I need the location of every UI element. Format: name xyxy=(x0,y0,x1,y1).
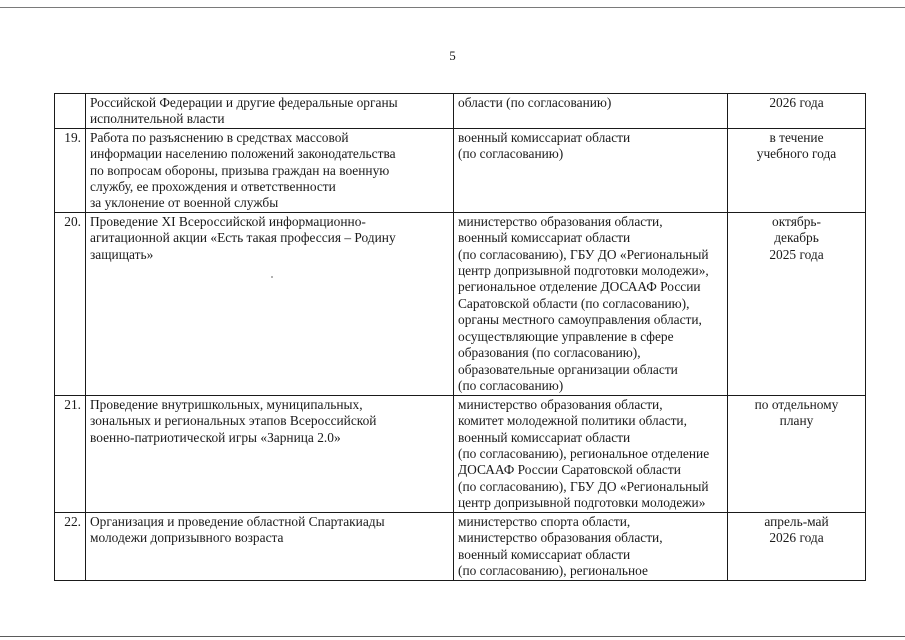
executors: министерство спорта области, министерство образования области, военный комиссариат области (по согласованию), региональное xyxy=(454,512,728,580)
event-description: Российской Федерации и другие федеральные органы исполнительной власти xyxy=(86,94,454,129)
deadline: по отдельному плану xyxy=(728,395,866,512)
event-description: Работа по разъяснению в средствах массовой информации населению положений законодательства по вопросам обороны, призыва граждан на военную службу, ее прохождения и ответственности за уклонение от военной службы xyxy=(86,128,454,212)
table-row xyxy=(55,212,866,395)
event-description: Проведение внутришкольных, муниципальных, зональных и региональных этапов Всероссийской военно-патриотической игры «Зарница 2.0» xyxy=(86,395,454,512)
page-number: 5 xyxy=(449,48,456,63)
bottom-scan-edge xyxy=(0,636,905,637)
executors: области (по согласованию) xyxy=(454,94,728,129)
deadline: апрель-май 2026 года xyxy=(728,512,866,580)
event-description: Проведение XI Всероссийской информационно- агитационной акции «Есть такая профессия – Родину защищать» xyxy=(86,212,454,395)
deadline: 2026 года xyxy=(728,94,866,129)
top-scan-edge xyxy=(0,7,905,8)
table-row xyxy=(55,512,866,580)
table-row xyxy=(55,395,866,512)
deadline: октябрь- декабрь 2025 года xyxy=(728,212,866,395)
row-number xyxy=(55,94,86,129)
row-number: 21. xyxy=(55,395,86,512)
event-plan-table xyxy=(54,93,866,581)
executors: министерство образования области, комитет молодежной политики области, военный комиссариат области (по согласованию), региональное отделение ДОСААФ России Саратовской области (по согласованию), ГБУ ДО «Региональный центр допризывной подготовки молодежи» xyxy=(454,395,728,512)
deadline: в течение учебного года xyxy=(728,128,866,212)
row-number: 19. xyxy=(55,128,86,212)
row-number: 20. xyxy=(55,212,86,395)
row-number: 22. xyxy=(55,512,86,580)
event-description: Организация и проведение областной Спартакиады молодежи допризывного возраста xyxy=(86,512,454,580)
scan-speck xyxy=(271,276,273,278)
executors: министерство образования области, военный комиссариат области (по согласованию), ГБУ ДО «Региональный центр допризывной подготовки молодежи», региональное отделение ДОСААФ России Саратовской области (по согласованию), органы местного самоуправления области, осуществляющие управление в сфере образования (по согласованию), образовательные организации области (по согласованию) xyxy=(454,212,728,395)
table-row xyxy=(55,128,866,212)
executors: военный комиссариат области (по согласованию) xyxy=(454,128,728,212)
table-row xyxy=(55,94,866,129)
